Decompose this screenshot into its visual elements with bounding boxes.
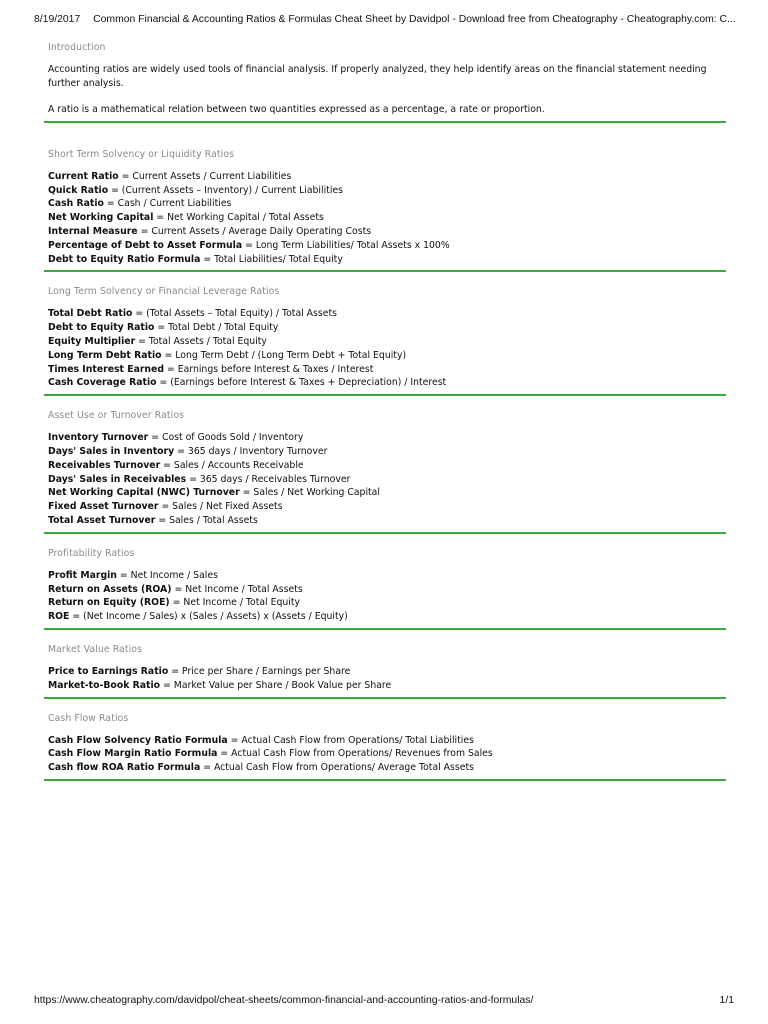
ratio-term: Equity Multiplier xyxy=(48,335,136,347)
ratio-formula: = Price per Share / Earnings per Share xyxy=(171,665,351,677)
ratio-term: Days' Sales in Receivables xyxy=(48,473,187,485)
ratio-row xyxy=(44,335,726,349)
section-market-value-ratios xyxy=(44,644,726,699)
print-date: 8/19/2017 xyxy=(34,14,81,25)
ratio-row xyxy=(44,184,726,198)
ratio-term: Debt to Equity Ratio Formula xyxy=(48,253,201,265)
ratio-formula: = Sales / Total Assets xyxy=(158,514,258,526)
ratio-row xyxy=(44,665,726,679)
ratio-row xyxy=(44,445,726,459)
ratio-row xyxy=(44,473,726,487)
ratio-term: Profit Margin xyxy=(48,569,117,581)
ratio-row xyxy=(44,500,726,514)
section-title: Market Value Ratios xyxy=(48,643,143,655)
ratio-formula: = Total Liabilities/ Total Equity xyxy=(203,253,343,265)
ratio-row xyxy=(44,583,726,597)
ratio-formula: = Net Working Capital / Total Assets xyxy=(156,212,324,224)
ratio-formula: = (Earnings before Interest & Taxes + Depreciation) / Interest xyxy=(159,377,447,389)
ratio-row xyxy=(44,569,726,583)
ratio-term: Return on Equity (ROE) xyxy=(48,597,170,609)
ratio-row xyxy=(44,431,726,445)
ratio-row xyxy=(44,761,726,775)
ratio-formula: = Long Term Liabilities/ Total Assets x 100% xyxy=(245,239,450,251)
ratio-term: Return on Assets (ROA) xyxy=(48,583,172,595)
ratio-term: Percentage of Debt to Asset Formula xyxy=(48,239,243,251)
ratio-term: Total Debt Ratio xyxy=(48,308,133,320)
ratio-term: Debt to Equity Ratio xyxy=(48,322,155,334)
ratio-row xyxy=(44,253,726,267)
ratio-row xyxy=(44,363,726,377)
ratio-term: Cash Flow Margin Ratio Formula xyxy=(48,748,218,760)
ratio-row xyxy=(44,170,726,184)
ratio-formula: = Total Assets / Total Equity xyxy=(138,335,267,347)
ratio-formula: = Sales / Net Fixed Assets xyxy=(161,501,283,513)
ratio-formula: = Actual Cash Flow from Operations/ Revenues from Sales xyxy=(220,748,493,760)
section-long-term-solvency-or-financial-leverage-ratios xyxy=(44,286,726,396)
ratio-term: Cash flow ROA Ratio Formula xyxy=(48,762,201,774)
ratio-formula: = (Current Assets – Inventory) / Current Liabilities xyxy=(111,184,343,196)
ratio-sections xyxy=(44,149,726,781)
ratio-term: Times Interest Earned xyxy=(48,363,165,375)
ratio-formula: = 365 days / Receivables Turnover xyxy=(189,473,351,485)
cheat-sheet-content xyxy=(44,42,726,781)
ratio-formula: = Net Income / Total Assets xyxy=(174,583,303,595)
ratio-term: Cash Ratio xyxy=(48,198,104,210)
ratio-row xyxy=(44,459,726,473)
ratio-formula: = Sales / Accounts Receivable xyxy=(163,459,304,471)
print-title: Common Financial & Accounting Ratios & Formulas Cheat Sheet by Davidpol - Download free from Cheatography - Cheatography.com: C... xyxy=(93,14,736,25)
ratio-formula: = Total Debt / Total Equity xyxy=(157,322,279,334)
ratio-term: Days' Sales in Inventory xyxy=(48,445,175,457)
ratio-row xyxy=(44,197,726,211)
ratio-term: Cash Flow Solvency Ratio Formula xyxy=(48,734,228,746)
intro-paragraph-1: Accounting ratios are widely used tools of financial analysis. If properly analyzed, they help identify areas on the financial statement needing further analysis. xyxy=(48,64,707,89)
ratio-term: Total Asset Turnover xyxy=(48,514,156,526)
ratio-formula: = Sales / Net Working Capital xyxy=(242,487,380,499)
ratio-term: Quick Ratio xyxy=(48,184,109,196)
print-footer xyxy=(34,995,734,1006)
section-short-term-solvency-or-liquidity-ratios xyxy=(44,149,726,273)
section-title: Cash Flow Ratios xyxy=(48,712,129,724)
ratio-formula: = Current Assets / Average Daily Operating Costs xyxy=(140,225,372,237)
footer-url: https://www.cheatography.com/davidpol/cheat-sheets/common-financial-and-accounting-ratios-and-formulas/ xyxy=(34,995,534,1006)
ratio-formula: = Cash / Current Liabilities xyxy=(106,198,232,210)
ratio-formula: = Long Term Debt / (Long Term Debt + Total Equity) xyxy=(164,349,407,361)
section-title: Long Term Solvency or Financial Leverage Ratios xyxy=(48,286,280,298)
ratio-formula: = Current Assets / Current Liabilities xyxy=(121,170,292,182)
ratio-term: Market-to-Book Ratio xyxy=(48,679,161,691)
intro-paragraph-2: A ratio is a mathematical relation between two quantities expressed as a percentage, a rate or proportion. xyxy=(48,104,545,116)
ratio-formula: = Net Income / Total Equity xyxy=(172,597,300,609)
ratio-formula: = Actual Cash Flow from Operations/ Average Total Assets xyxy=(203,762,474,774)
ratio-row xyxy=(44,307,726,321)
ratio-term: Internal Measure xyxy=(48,225,138,237)
ratio-row xyxy=(44,321,726,335)
ratio-formula: = Market Value per Share / Book Value per Share xyxy=(163,679,392,691)
section-title: Profitability Ratios xyxy=(48,547,135,559)
ratio-term: Current Ratio xyxy=(48,170,119,182)
ratio-term: Fixed Asset Turnover xyxy=(48,501,159,513)
ratio-row xyxy=(44,376,726,390)
ratio-formula: = Earnings before Interest & Taxes / Interest xyxy=(166,363,374,375)
ratio-row xyxy=(44,747,726,761)
ratio-formula: = Cost of Goods Sold / Inventory xyxy=(151,432,304,444)
print-header xyxy=(34,14,744,25)
section-cash-flow-ratios xyxy=(44,713,726,781)
ratio-row xyxy=(44,211,726,225)
ratio-term: Price to Earnings Ratio xyxy=(48,665,169,677)
ratio-row xyxy=(44,486,726,500)
section-title: Asset Use or Turnover Ratios xyxy=(48,410,185,422)
ratio-formula: = Actual Cash Flow from Operations/ Total Liabilities xyxy=(230,734,474,746)
ratio-term: Receivables Turnover xyxy=(48,459,161,471)
ratio-formula: = (Net Income / Sales) x (Sales / Assets) x (Assets / Equity) xyxy=(72,611,348,623)
section-asset-use-or-turnover-ratios xyxy=(44,410,726,534)
ratio-row xyxy=(44,349,726,363)
section-title: Short Term Solvency or Liquidity Ratios xyxy=(48,148,235,160)
ratio-row xyxy=(44,239,726,253)
ratio-formula: = Net Income / Sales xyxy=(119,569,218,581)
ratio-term: Net Working Capital xyxy=(48,212,154,224)
ratio-row xyxy=(44,225,726,239)
ratio-formula: = 365 days / Inventory Turnover xyxy=(177,445,328,457)
ratio-term: Cash Coverage Ratio xyxy=(48,377,157,389)
ratio-term: Net Working Capital (NWC) Turnover xyxy=(48,487,240,499)
ratio-term: Long Term Debt Ratio xyxy=(48,349,162,361)
ratio-row xyxy=(44,734,726,748)
ratio-formula: = (Total Assets – Total Equity) / Total Assets xyxy=(135,308,337,320)
section-introduction xyxy=(44,42,726,123)
ratio-row xyxy=(44,679,726,693)
ratio-row xyxy=(44,514,726,528)
ratio-row xyxy=(44,596,726,610)
page-number: 1/1 xyxy=(719,995,734,1006)
ratio-term: ROE xyxy=(48,611,70,623)
ratio-row xyxy=(44,610,726,624)
section-title: Introduction xyxy=(48,42,106,53)
ratio-term: Inventory Turnover xyxy=(48,432,149,444)
section-profitability-ratios xyxy=(44,548,726,630)
